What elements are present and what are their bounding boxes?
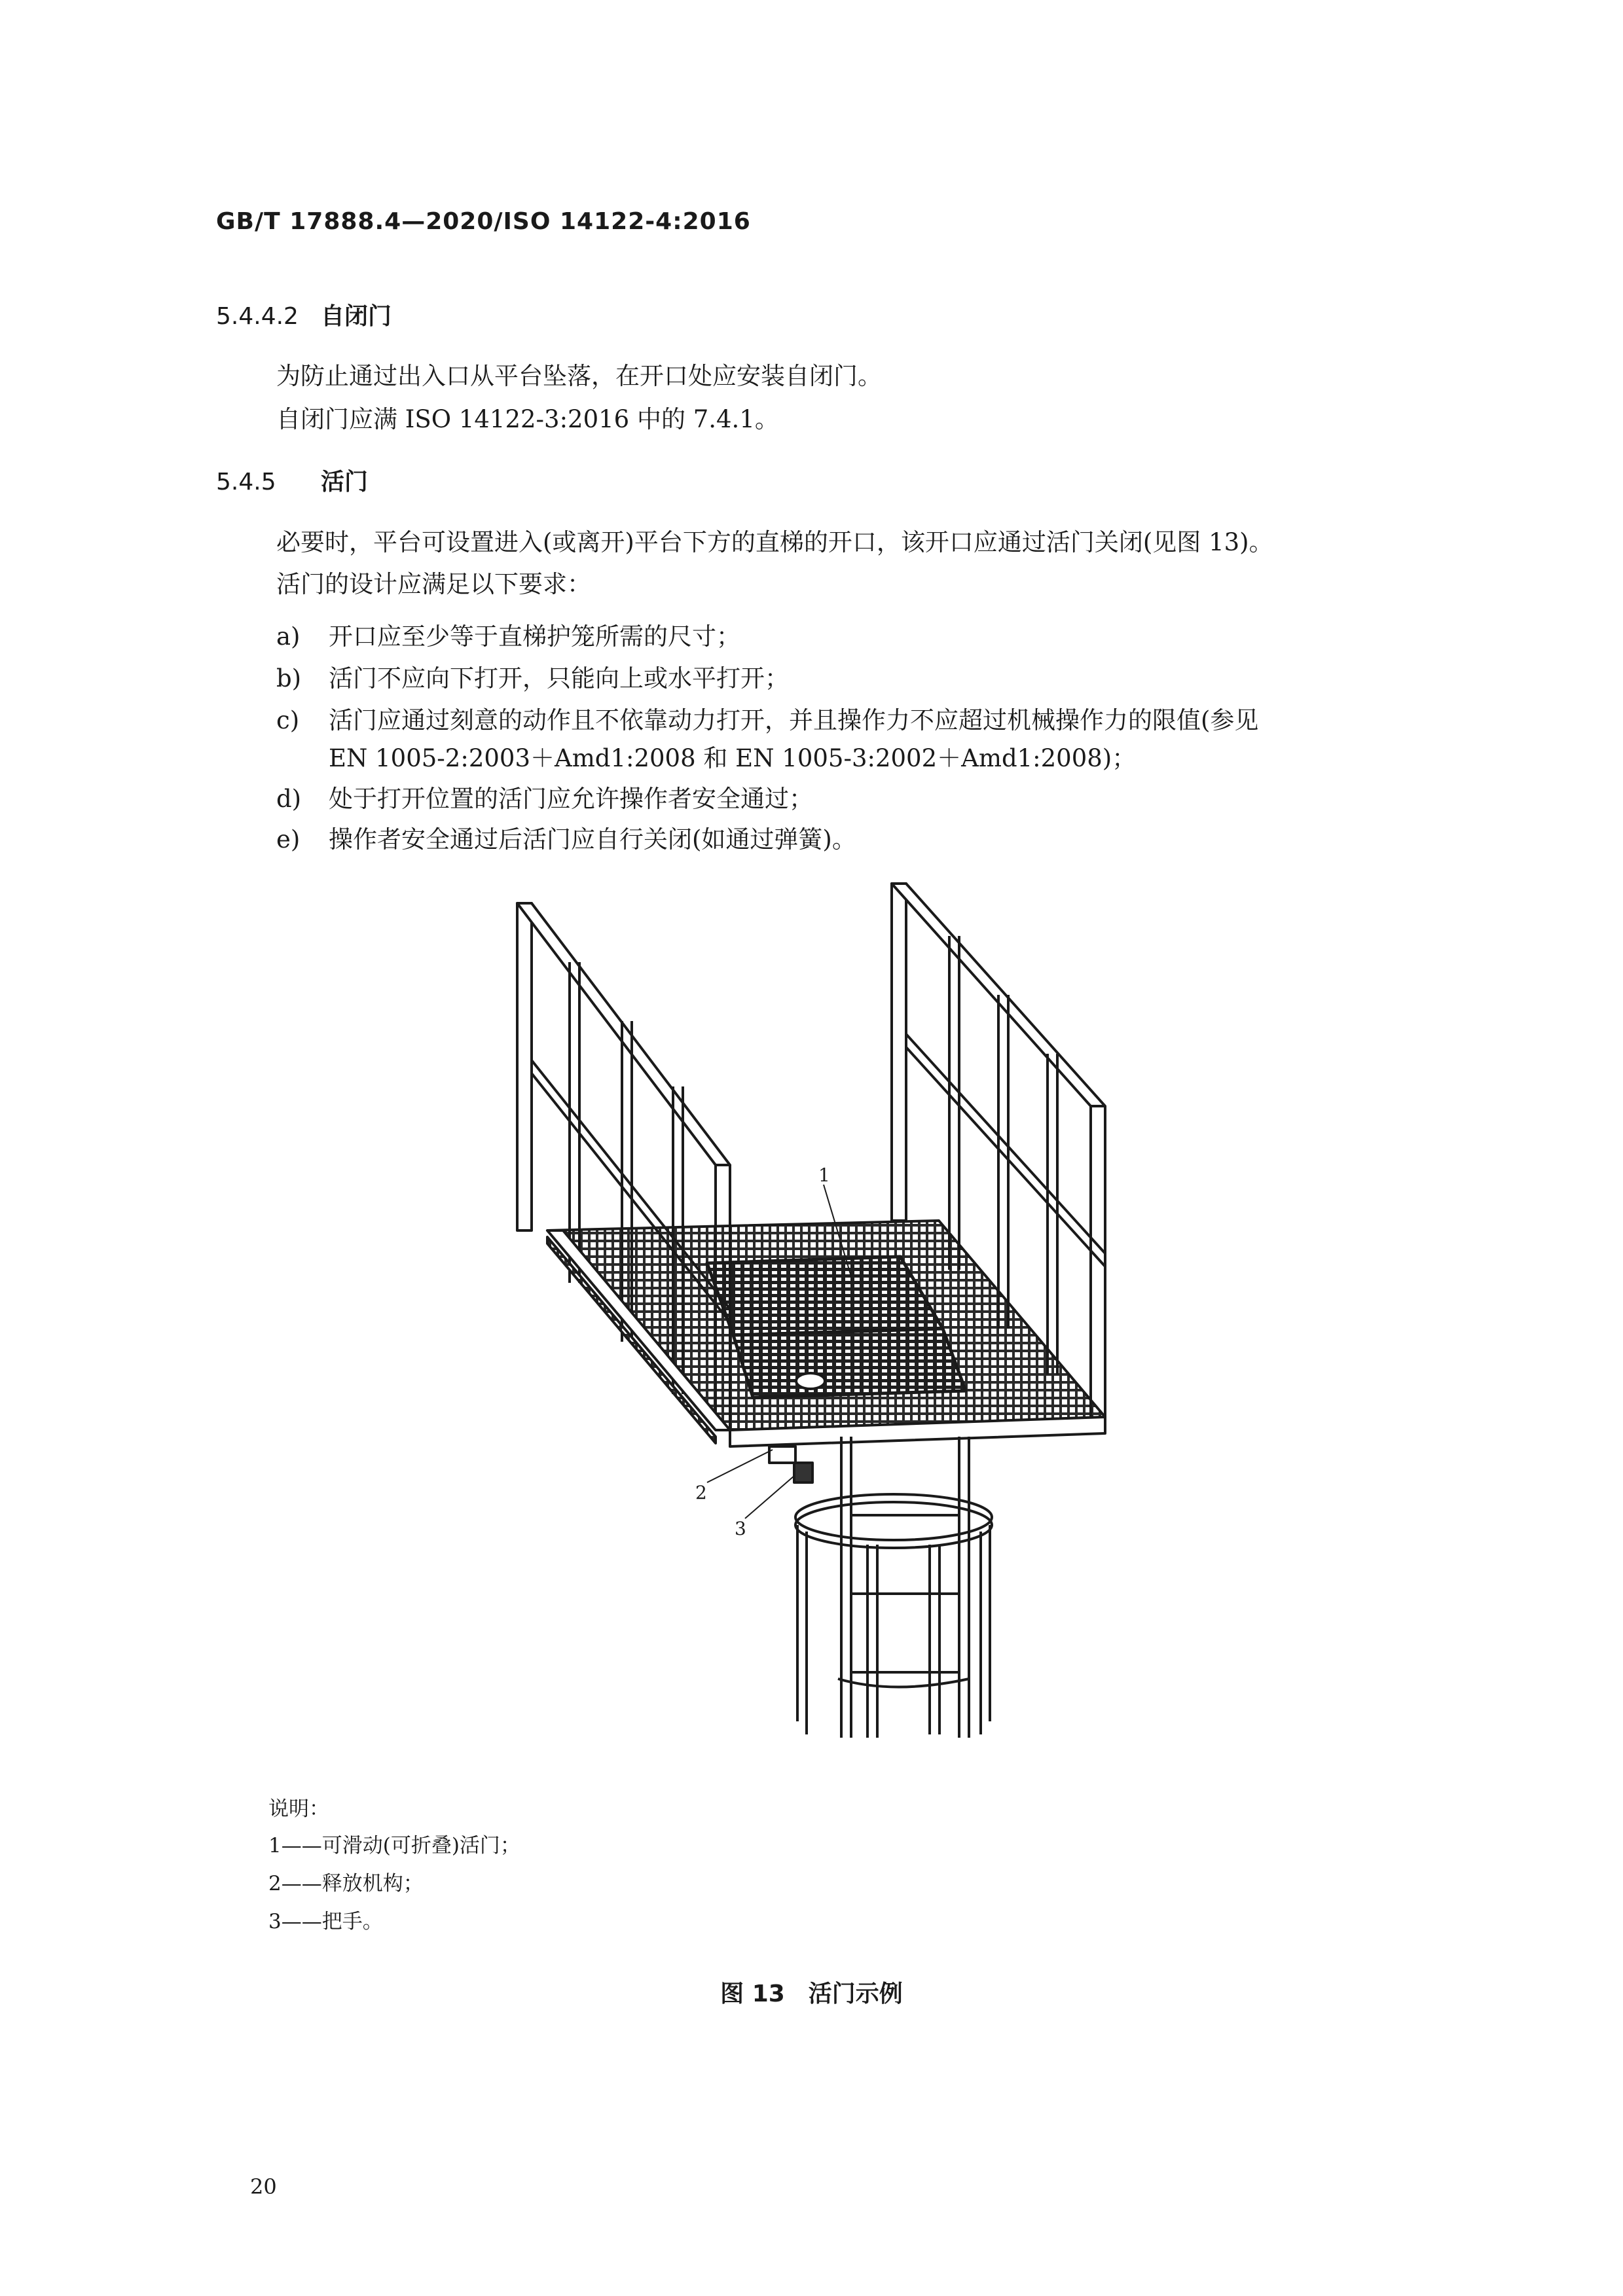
list-text: 活门不应向下打开，只能向上或水平打开； [329, 664, 789, 692]
legend-item: 3——把手。 [268, 1910, 383, 1933]
callout-2: 2 [695, 1482, 707, 1503]
legend-title: 说明： [268, 1797, 329, 1821]
paragraph: 活门的设计应满足以下要求： [276, 570, 591, 598]
legend-item: 1——可滑动(可折叠)活门； [268, 1834, 520, 1857]
paragraph: 为防止通过出入口从平台坠落，在开口处应安装自闭门。 [276, 362, 882, 390]
callout-1: 1 [818, 1164, 830, 1186]
section-title: 活门 [321, 469, 369, 495]
legend-item: 2——释放机构； [268, 1872, 424, 1895]
trapdoor-panel [733, 1329, 966, 1397]
list-continuation: EN 1005-2:2003＋Amd1:2008 和 EN 1005-3:2002＋Amd1:2008)； [329, 744, 1137, 772]
figure-caption: 图 13 活门示例 [720, 1981, 903, 2007]
release-mechanism [769, 1446, 795, 1463]
list-label: b) [276, 664, 302, 692]
section-number: 5.4.4.2 [216, 303, 299, 330]
callout-3: 3 [735, 1518, 746, 1539]
list-label: e) [276, 825, 301, 853]
section-title: 自闭门 [321, 303, 392, 330]
handle [794, 1463, 812, 1482]
list-label: a) [276, 622, 301, 651]
list-text: 操作者安全通过后活门应自行关闭(如通过弹簧)。 [329, 825, 856, 853]
list-text: 活门应通过刻意的动作且不依靠动力打开，并且操作力不应超过机械操作力的限值(参见 [329, 706, 1259, 734]
list-text: 处于打开位置的活门应允许操作者安全通过； [329, 785, 813, 813]
paragraph: 自闭门应满 ISO 14122-3:2016 中的 7.4.1。 [276, 405, 779, 433]
list-label: c) [276, 706, 300, 734]
section-number: 5.4.5 [216, 469, 276, 495]
list-text: 开口应至少等于直梯护笼所需的尺寸； [329, 622, 740, 651]
page-number: 20 [250, 2174, 277, 2199]
paragraph: 必要时，平台可设置进入(或离开)平台下方的直梯的开口，该开口应通过活门关闭(见图 13)。 [276, 528, 1273, 556]
trapdoor-panel [707, 1257, 943, 1335]
list-label: d) [276, 785, 302, 813]
trapdoor-handle-hole [796, 1373, 825, 1389]
standard-code: GB/T 17888.4—2020/ISO 14122-4:2016 [216, 208, 751, 235]
